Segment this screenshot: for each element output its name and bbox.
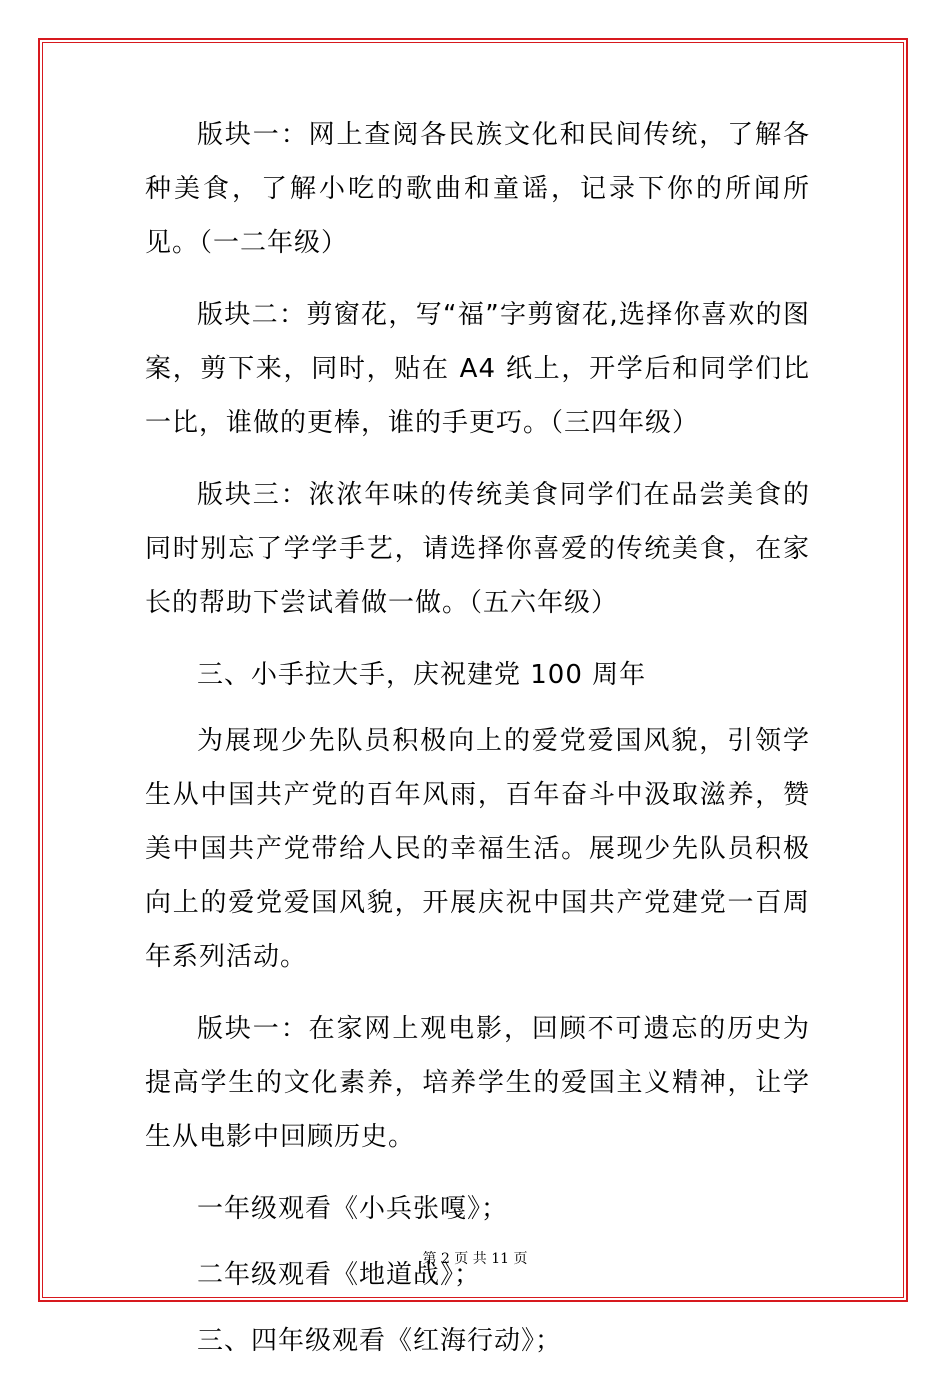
- paragraph-section-two: 版块二：剪窗花，写“福”字剪窗花,选择你喜欢的图案，剪下来，同时，贴在 A4 纸上，开学后和同学们比一比，谁做的更棒，谁的手更巧。（三四年级）: [145, 300, 810, 438]
- list-item-grade-three-four: 三、四年级观看《红海行动》；: [197, 1326, 563, 1356]
- page-number-footer: 第 2 页 共 11 页: [422, 1251, 528, 1267]
- paragraph-intro: 为展现少先队员积极向上的爱党爱国风貌，引领学生从中国共产党的百年风雨，百年奋斗中汲取滋养，赞美中国共产党带给人民的幸福生活。展现少先队员积极向上的爱党爱国风貌，开展庆祝中国共产党建党一百周年系列活动。: [145, 726, 810, 972]
- section-heading: 三、小手拉大手，庆祝建党 100 周年: [197, 660, 647, 690]
- paragraph-movie-section: 版块一：在家网上观电影，回顾不可遗忘的历史为提高学生的文化素养，培养学生的爱国主义精神，让学生从电影中回顾历史。: [145, 1014, 810, 1152]
- paragraph-section-three: 版块三：浓浓年味的传统美食同学们在品尝美食的同时别忘了学学手艺，请选择你喜爱的传统美食，在家长的帮助下尝试着做一做。（五六年级）: [145, 480, 810, 618]
- paragraph-section-one: 版块一：网上查阅各民族文化和民间传统，了解各种美食，了解小吃的歌曲和童谣，记录下你的所闻所见。（一二年级）: [145, 120, 810, 258]
- list-item-grade-one: 一年级观看《小兵张嘎》；: [197, 1194, 509, 1224]
- list-item-grade-two: 二年级观看《地道战》；: [197, 1260, 482, 1290]
- document-body: [145, 108, 810, 1380]
